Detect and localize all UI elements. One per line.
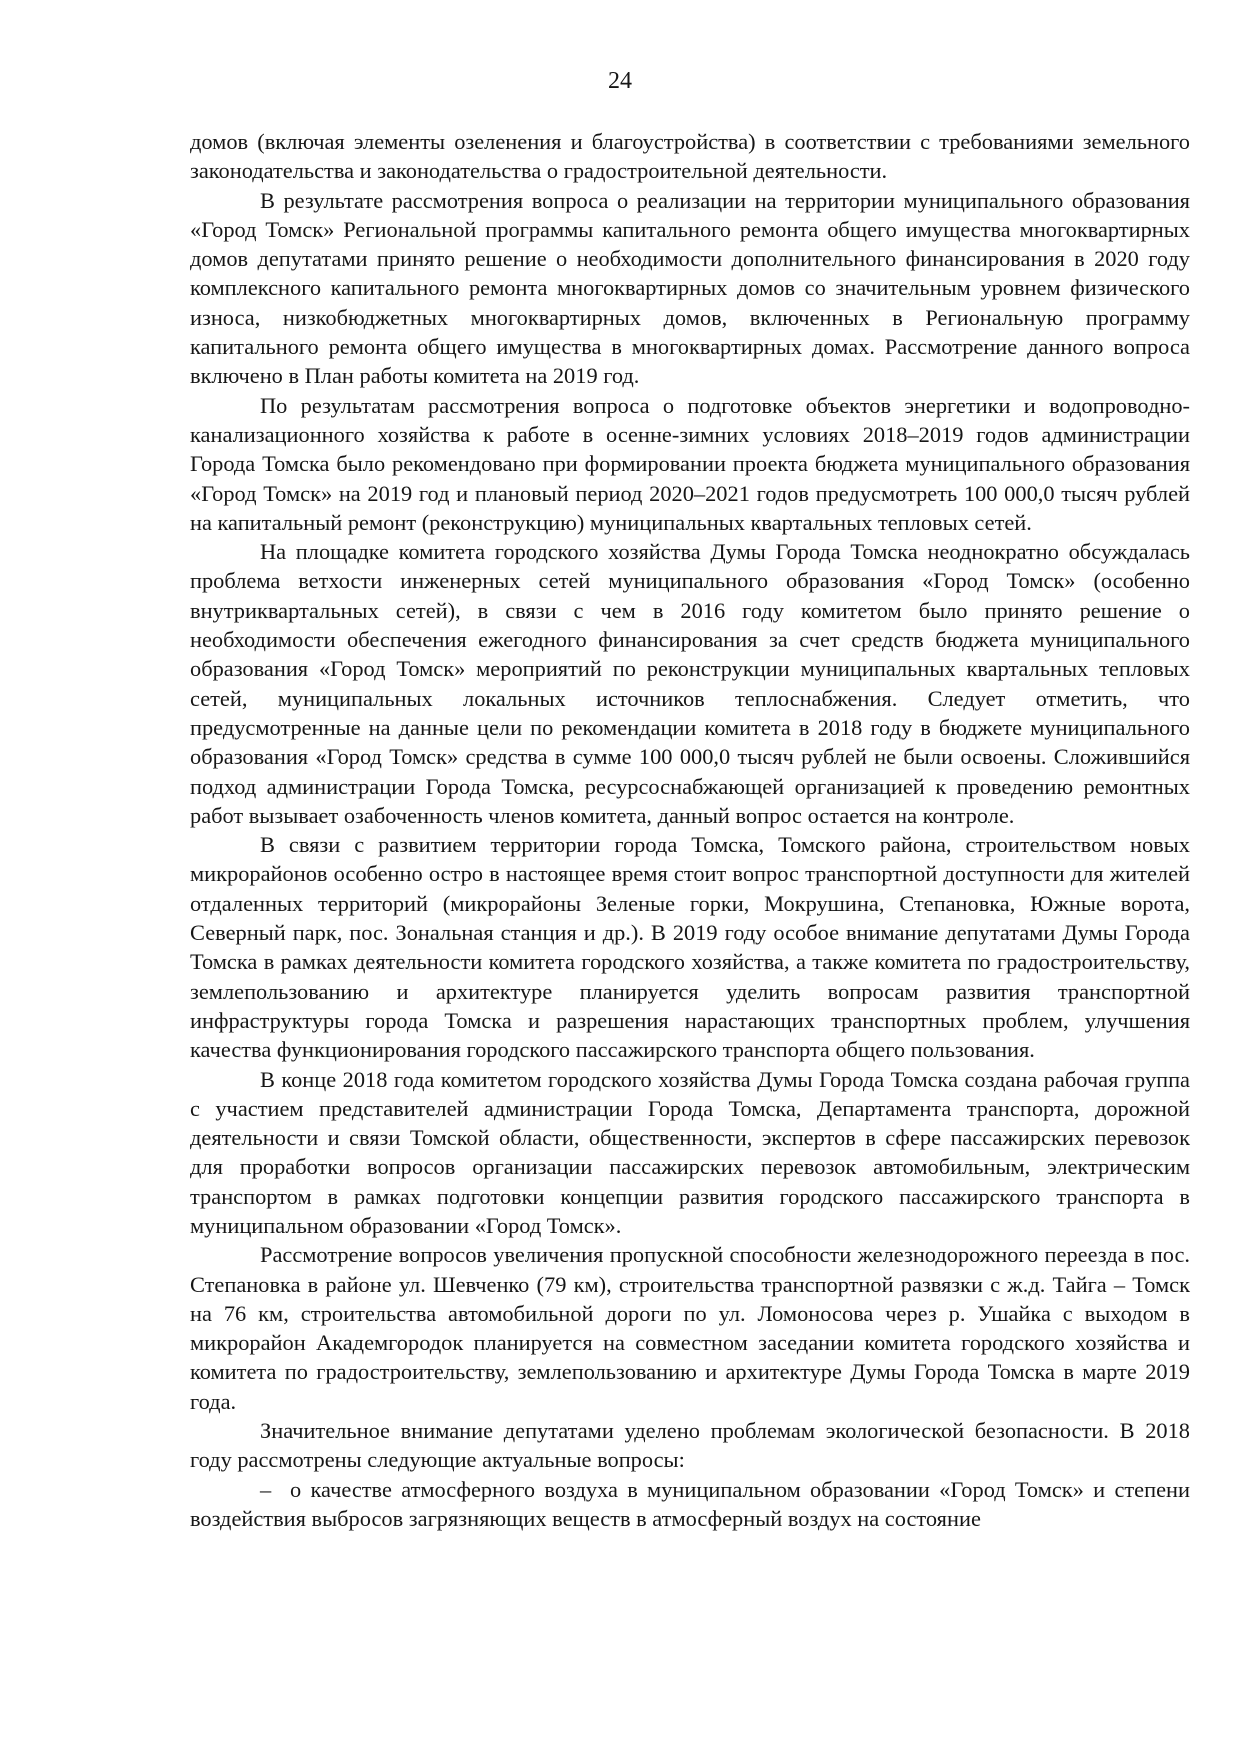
- list-item-marker: –: [260, 1476, 272, 1502]
- paragraph: Рассмотрение вопросов увеличения пропускной способности железнодорожного переезда в пос. Степановка в районе ул. Шевченко (79 км), строительства транспортной развязки с ж.д. Тайга – Томск на 76 км, строительства автомобильной дороги по ул. Ломоносова через р. Ушайка с выходом в микрорайон Академгородок планируется на совместном заседании комитета городского хозяйства и комитета по градостроительству, землепользованию и архитектуре Думы Города Томска в марте 2019 года.: [190, 1242, 1190, 1414]
- page-number: 24: [608, 68, 632, 94]
- document-body: [190, 127, 1190, 1533]
- list-item: [190, 1475, 1190, 1534]
- list-item-text: о качестве атмосферного воздуха в муниципальном образовании «Город Томск» и степени воздействия выбросов загрязняющих веществ в атмосферный воздух на состояние: [190, 1476, 1190, 1531]
- paragraph: На площадке комитета городского хозяйства Думы Города Томска неоднократно обсуждалась проблема ветхости инженерных сетей муниципального образования «Город Томск» (особенно внутриквартальных сетей), в связи с чем в 2016 году комитетом было принято решение о необходимости обеспечения ежегодного финансирования за счет средств бюджета муниципального образования «Город Томск» мероприятий по реконструкции муниципальных квартальных тепловых сетей, муниципальных локальных источников теплоснабжения. Следует отметить, что предусмотренные на данные цели по рекомендации комитета в 2018 году в бюджете муниципального образования «Город Томск» средства в сумме 100 000,0 тысяч рублей не были освоены. Сложившийся подход администрации Города Томска, ресурсоснабжающей организацией к проведению ремонтных работ вызывает озабоченность членов комитета, данный вопрос остается на контроле.: [190, 539, 1190, 828]
- paragraph: В конце 2018 года комитетом городского хозяйства Думы Города Томска создана рабочая группа с участием представителей администрации Города Томска, Департамента транспорта, дорожной деятельности и связи Томской области, общественности, экспертов в сфере пассажирских перевозок для проработки вопросов организации пассажирских перевозок автомобильным, электрическим транспортом в рамках подготовки концепции развития городского пассажирского транспорта в муниципальном образовании «Город Томск».: [190, 1066, 1190, 1238]
- paragraph: В связи с развитием территории города Томска, Томского района, строительством новых микрорайонов особенно остро в настоящее время стоит вопрос транспортной доступности для жителей отдаленных территорий (микрорайоны Зеленые горки, Мокрушина, Степановка, Южные ворота, Северный парк, пос. Зональная станция и др.). В 2019 году особое внимание депутатами Думы Города Томска в рамках деятельности комитета городского хозяйства, а также комитета по градостроительству, землепользованию и архитектуре планируется уделить вопросам развития транспортной инфраструктуры города Томска и разрешения нарастающих транспортных проблем, улучшения качества функционирования городского пассажирского транспорта общего пользования.: [190, 832, 1190, 1063]
- paragraph: Значительное внимание депутатами уделено проблемам экологической безопасности. В 2018 году рассмотрены следующие актуальные вопросы:: [190, 1418, 1190, 1473]
- paragraph: В результате рассмотрения вопроса о реализации на территории муниципального образования «Город Томск» Региональной программы капитального ремонта общего имущества многоквартирных домов депутатами принято решение о необходимости дополнительного финансирования в 2020 году комплексного капитального ремонта многоквартирных домов со значительным уровнем физического износа, низкобюджетных многоквартирных домов, включенных в Региональную программу капитального ремонта общего имущества в многоквартирных домах. Рассмотрение данного вопроса включено в План работы комитета на 2019 год.: [190, 187, 1190, 389]
- paragraph: По результатам рассмотрения вопроса о подготовке объектов энергетики и водопроводно-канализационного хозяйства к работе в осенне-зимних условиях 2018–2019 годов администрации Города Томска было рекомендовано при формировании проекта бюджета муниципального образования «Город Томск» на 2019 год и плановый период 2020–2021 годов предусмотреть 100 000,0 тысяч рублей на капитальный ремонт (реконструкцию) муниципальных квартальных тепловых сетей.: [190, 392, 1190, 535]
- paragraph-continuation: домов (включая элементы озеленения и благоустройства) в соответствии с требованиями земельного законодательства и законодательства о градостроительной деятельности.: [190, 129, 1190, 184]
